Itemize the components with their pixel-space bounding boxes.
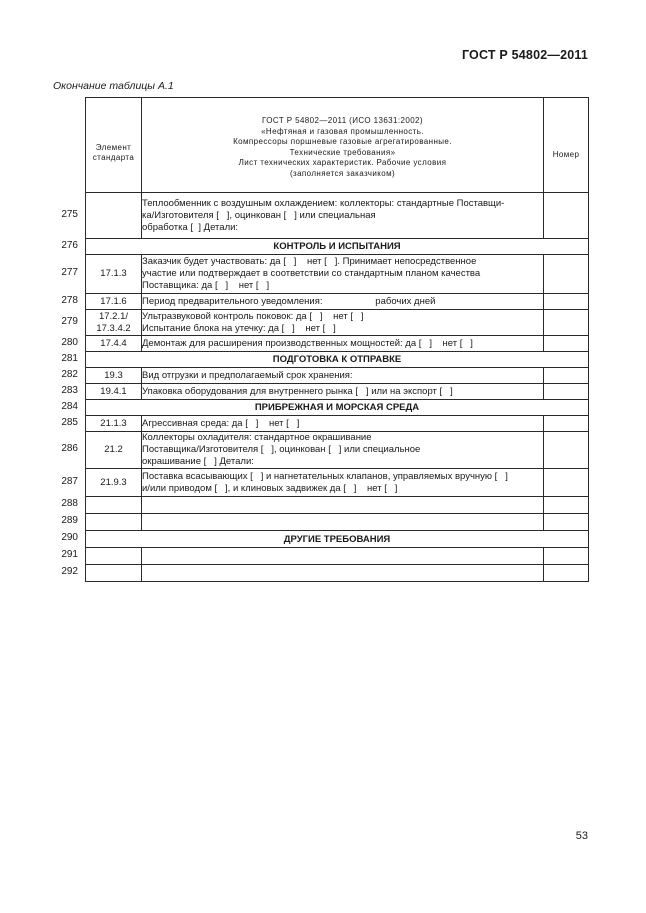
requirement-line: ка/Изготовителя [ ], оцинкован [ ] или специальная [142, 209, 376, 221]
number-cell [544, 294, 589, 310]
element-cell: 17.2.1/ 17.3.4.2 [86, 310, 142, 336]
section-heading: ДРУГИЕ ТРЕБОВАНИЯ [86, 531, 589, 548]
element-cell: 19.3 [86, 368, 142, 384]
row-number: 291 [61, 549, 78, 560]
requirement-cell [142, 416, 544, 432]
number-cell [544, 514, 589, 531]
sheet-header-line: Лист технических характеристик. Рабочие условия [238, 158, 447, 167]
requirement-line: Испытание блока на утечку: да [ ] нет [ ] [142, 322, 336, 334]
number-cell [544, 548, 589, 565]
sheet-header-line: ГОСТ Р 54802—2011 (ИСО 13631:2002) [262, 116, 423, 125]
number-cell [544, 255, 589, 294]
requirement-cell [142, 336, 544, 352]
sheet-header-line: «Нефтяная и газовая промышленность. [261, 126, 424, 136]
requirement-cell [142, 548, 544, 565]
requirement-line: Заказчик будет участвовать: да [ ] нет [ ]. Принимает непосредственное [142, 256, 477, 267]
table-row [86, 255, 589, 294]
row-number: 283 [61, 384, 78, 396]
row-number: 282 [61, 368, 78, 380]
table-row [86, 239, 589, 255]
row-number: 275 [61, 208, 78, 220]
requirement-line: Период предварительного уведомления: рабочих дней [142, 295, 436, 307]
element-cell: 19.4.1 [86, 384, 142, 400]
table-row [86, 548, 589, 565]
row-number: 286 [61, 443, 78, 454]
column-header-sheet [142, 98, 544, 193]
table-row [86, 352, 589, 368]
number-cell [544, 565, 589, 582]
requirement-line: Демонтаж для расширения производственных мощностей: да [ ] нет [ ] [142, 337, 473, 349]
table-row [86, 416, 589, 432]
element-cell: 17.1.6 [86, 294, 142, 310]
table-row [86, 400, 589, 416]
element-cell [86, 514, 142, 531]
row-number: 281 [61, 352, 78, 364]
element-cell: 17.4.4 [86, 336, 142, 352]
row-number: 289 [61, 515, 78, 526]
element-cell [86, 497, 142, 514]
section-heading: ПОДГОТОВКА К ОТПРАВКЕ [86, 352, 589, 368]
column-header-element [86, 98, 142, 193]
requirement-cell [142, 497, 544, 514]
row-number: 292 [61, 566, 78, 577]
element-cell: 17.1.3 [86, 255, 142, 294]
row-number: 279 [61, 315, 78, 327]
requirement-line: обработка [ ] Детали: [142, 221, 239, 233]
table-row [86, 531, 589, 548]
sheet-header-line: (заполняется заказчиком) [289, 168, 396, 178]
row-number: 276 [61, 239, 78, 251]
requirement-line: Поставщика: да [ ] нет [ ] [142, 280, 270, 291]
table-row [86, 497, 589, 514]
requirement-line: участие или подтверждает в соответствии со стандартным планом качества [142, 268, 481, 279]
table-row [86, 310, 589, 336]
requirement-cell [142, 469, 544, 497]
table-caption: Окончание таблицы А.1 [53, 80, 174, 92]
row-number: 278 [61, 294, 78, 306]
table-row [86, 384, 589, 400]
requirement-cell [142, 193, 544, 239]
number-cell [544, 193, 589, 239]
element-cell [86, 548, 142, 565]
requirement-cell [142, 294, 544, 310]
table-row [86, 469, 589, 497]
element-cell: 21.2 [86, 432, 142, 469]
requirement-line: Вид отгрузки и предполагаемый срок хранения: [142, 369, 353, 381]
element-cell [86, 565, 142, 582]
number-cell [544, 336, 589, 352]
sheet-header-line: Технические требования» [289, 147, 396, 157]
requirement-line: Упаковка оборудования для внутреннего рынка [ ] или на экспорт [ ] [142, 385, 453, 397]
table-row [86, 336, 589, 352]
number-cell [544, 497, 589, 514]
number-cell [544, 469, 589, 497]
table-row [86, 368, 589, 384]
number-cell [544, 310, 589, 336]
element-cell: 21.1.3 [86, 416, 142, 432]
row-number: 285 [61, 416, 78, 428]
data-sheet-table [85, 97, 589, 582]
row-number: 290 [61, 532, 78, 543]
section-heading: ПРИБРЕЖНАЯ И МОРСКАЯ СРЕДА [86, 400, 589, 416]
section-heading: КОНТРОЛЬ И ИСПЫТАНИЯ [86, 239, 589, 255]
element-cell [86, 193, 142, 239]
row-number: 280 [61, 336, 78, 348]
column-header-number: Номер [544, 98, 589, 193]
table-row [86, 193, 589, 239]
column-header-element-line: Элемент [95, 142, 132, 152]
requirement-cell [142, 384, 544, 400]
requirement-line: Коллекторы охладителя: стандартное окрашивание [142, 432, 372, 443]
requirement-line: Поставка всасывающих [ ] и нагнетательных клапанов, управляемых вручную [ ] [142, 470, 508, 482]
number-cell [544, 368, 589, 384]
table-row [86, 514, 589, 531]
requirement-cell [142, 368, 544, 384]
row-number: 287 [61, 475, 78, 487]
sheet-header-line: Компрессоры поршневые газовые агрегатированные. [233, 137, 452, 146]
requirement-line: окрашивание [ ] Детали: [142, 456, 254, 467]
requirement-line: Теплообменник с воздушным охлаждением: коллекторы: стандартные Поставщи- [142, 197, 505, 209]
requirement-line: Ультразвуковой контроль поковок: да [ ] нет [ ] [142, 310, 364, 322]
requirement-cell [142, 565, 544, 582]
table-row [86, 294, 589, 310]
requirement-cell [142, 514, 544, 531]
table-header-row [86, 98, 589, 193]
row-number: 277 [61, 267, 78, 278]
requirement-line: и/или приводом [ ], и клиновых задвижек да [ ] нет [ ] [142, 482, 398, 494]
table-row [86, 565, 589, 582]
standard-code: ГОСТ Р 54802—2011 [461, 48, 588, 62]
requirement-cell [142, 310, 544, 336]
page-number: 53 [575, 830, 588, 842]
requirement-cell [142, 432, 544, 469]
element-cell: 21.9.3 [86, 469, 142, 497]
row-number: 284 [61, 400, 78, 412]
requirement-cell [142, 255, 544, 294]
row-number: 288 [61, 498, 78, 509]
number-cell [544, 432, 589, 469]
number-cell [544, 384, 589, 400]
column-header-element-line: стандарта [92, 153, 135, 162]
table-row [86, 432, 589, 469]
number-cell [544, 416, 589, 432]
requirement-line: Агрессивная среда: да [ ] нет [ ] [142, 417, 300, 429]
requirement-line: Поставщика/Изготовителя [ ], оцинкован [ ] или специальное [142, 444, 421, 455]
